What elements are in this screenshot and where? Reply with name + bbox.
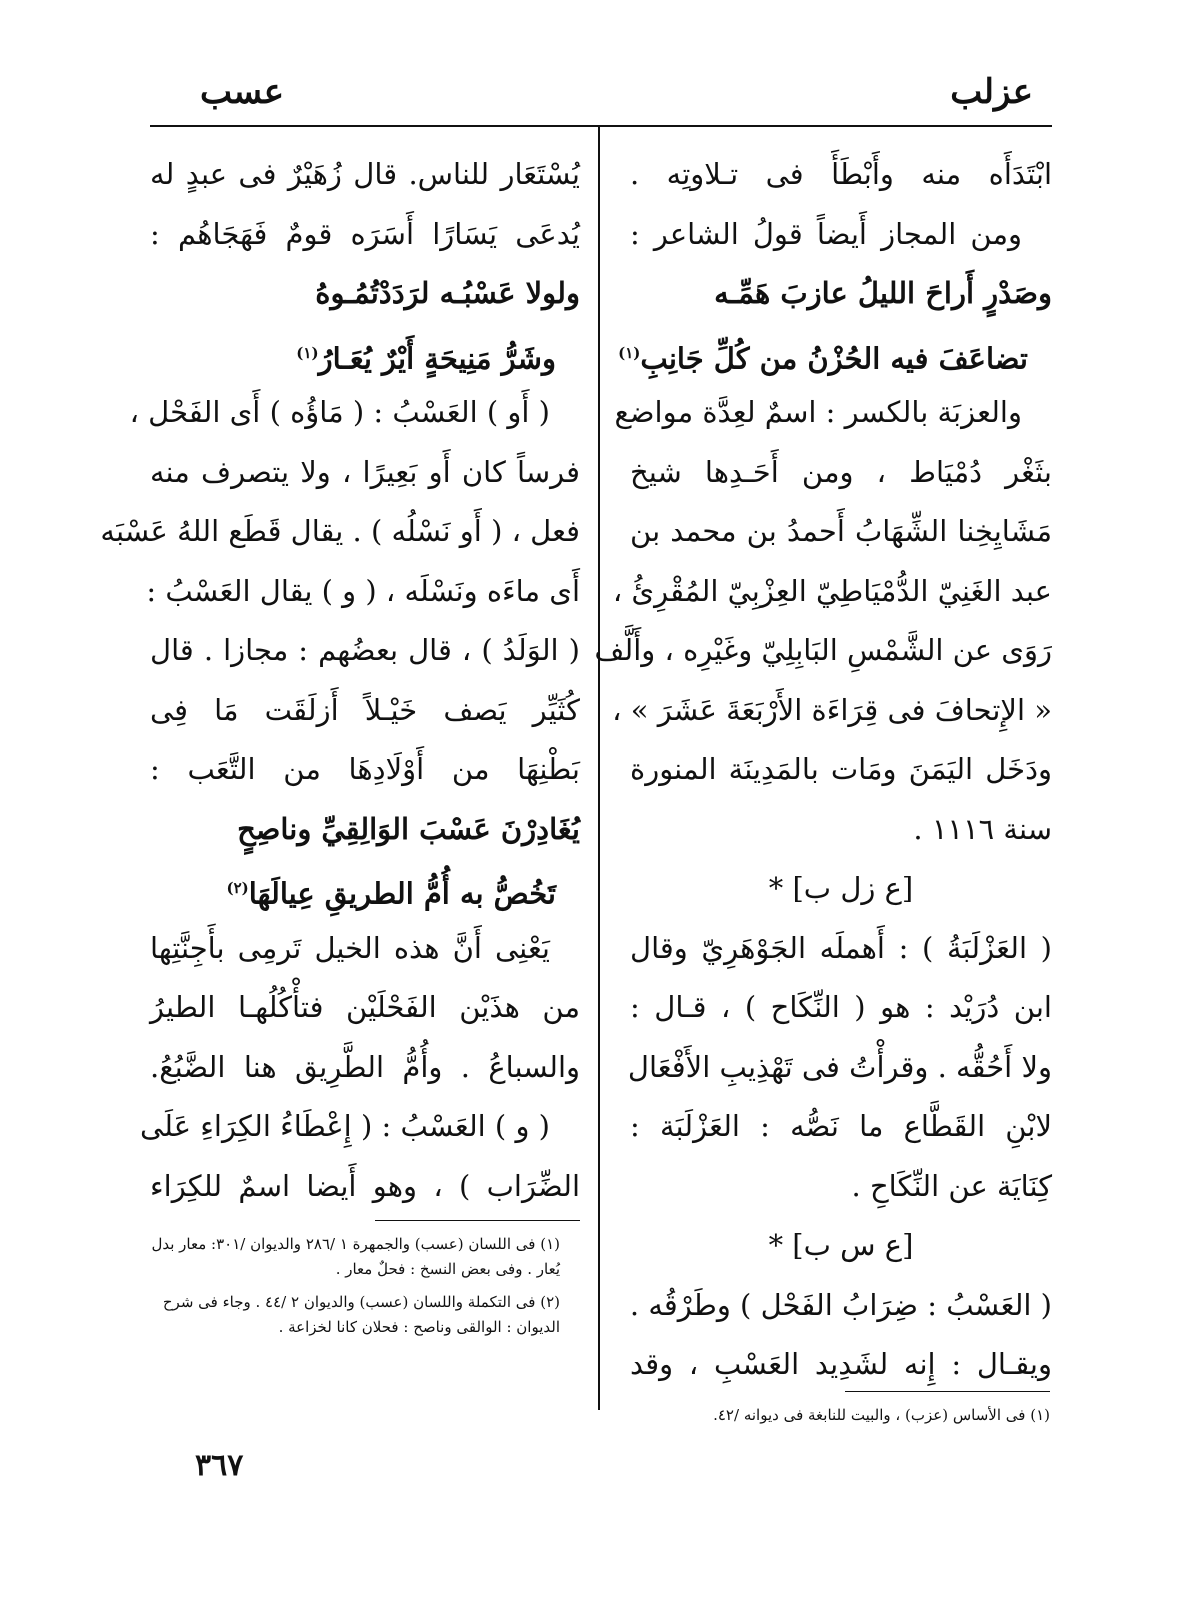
verse-text: تضاعَفَ فيه الحُزْنُ من كُلِّ جَانِبِ bbox=[640, 341, 1028, 376]
column-divider bbox=[598, 125, 600, 1410]
verse-text: تَخُصُّ به أُمُّ الطريقِ عِيالَهَا bbox=[248, 876, 556, 911]
text-line: كِنَايَة عن النِّكَاحِ . bbox=[851, 1168, 1052, 1203]
text-line: الضِّرَاب ) ، وهو أَيضا اسمٌ للكِرَاء bbox=[150, 1168, 580, 1203]
text-line: ولا أَحُقُّه . وقرأْتُ فى تَهْذِيبِ الأَفْعَال bbox=[627, 1049, 1052, 1084]
text-line: ( أَو ) العَسْبُ : ( مَاؤُه ) أَى الفَحْل ، bbox=[129, 395, 550, 429]
text-line: بَطْنِهَا من أَوْلَادِهَا من التَّعَب : bbox=[150, 752, 580, 786]
text-line: ومن المجاز أَيضاً قولُ الشاعر : bbox=[630, 216, 1022, 251]
footnote-marker: (١) bbox=[618, 343, 641, 362]
text-line: من هذَيْن الفَحْلَيْن فتأْكُلُهـا الطيرُ bbox=[150, 990, 580, 1024]
header-entry-left: عسب bbox=[200, 72, 285, 112]
text-line: سنة ١١١٦ . bbox=[913, 811, 1052, 846]
verse-line bbox=[150, 859, 580, 919]
entry-heading: [ع زل ب] * bbox=[768, 871, 914, 905]
text-line: ( الوَلَدُ ) ، قال بعضُهم : مجازا . قال bbox=[150, 633, 580, 667]
text-line: كُثَيِّر يَصف خَيْـلاً أَزلَقَت مَا فِى bbox=[150, 692, 580, 727]
footnote: (١) فى اللسان (عسب) والجمهرة ١ /٢٨٦ والديوان /٣٠١: معار بدل يُعار . وفى بعض النسخ : فحلٌ معار . bbox=[151, 1235, 560, 1278]
page-number: ٣٦٧ bbox=[195, 1448, 244, 1483]
left-footnotes bbox=[150, 1232, 560, 1348]
footnote: (١) فى الأساس (عزب) ، والبيت للنابغة فى ديوانه /٤٢. bbox=[713, 1406, 1050, 1424]
verse-line bbox=[618, 324, 1052, 384]
text-line: أَى ماءَه ونَسْلَه ، ( و ) يقال العَسْبُ : bbox=[146, 573, 580, 608]
right-column bbox=[594, 145, 1052, 1395]
right-footnotes bbox=[630, 1403, 1050, 1436]
footnote: (٢) فى التكملة واللسان (عسب) والديوان ٢ /٤٤ . وجاء فى شرح الديوان : الوالقى وناصح : فحلان كانا لخزاعة . bbox=[162, 1293, 560, 1336]
text-line: ويقـال : إِنه لشَدِيد العَسْبِ ، وقد bbox=[630, 1347, 1052, 1381]
verse-line: يُغَادِرْنَ عَسْبَ الوَالِقِيِّ وناصِحٍ bbox=[237, 811, 580, 846]
header-entry-right: عزلب bbox=[950, 72, 1033, 112]
left-column bbox=[100, 145, 580, 1216]
verse-line bbox=[150, 324, 580, 384]
verse-line: ولولا عَسْبُـه لرَدَدْتُمُـوهُ bbox=[315, 276, 580, 310]
footnote-marker: (١) bbox=[296, 343, 319, 362]
text-line: والعزبَة بالكسر : اسمٌ لعِدَّة مواضع bbox=[614, 395, 1022, 429]
header-rule bbox=[150, 125, 1052, 127]
text-line: فعل ، ( أَو نَسْلُه ) . يقال قَطَع اللهُ عَسْبَه bbox=[100, 514, 580, 548]
text-line: فرساً كان أَو بَعِيرًا ، ولا يتصرف منه bbox=[150, 454, 580, 489]
footnote-marker: (٢) bbox=[226, 879, 249, 897]
text-line: ابْتَدَأَه منه وأَبْطَأَ فى تـلاوتِه . bbox=[630, 157, 1052, 191]
footnote-rule bbox=[845, 1391, 1050, 1392]
text-line: « الإِتحافَ فى قِرَاءَة الأَرْبَعَةَ عَشَرَ » ، bbox=[612, 692, 1052, 727]
text-line: ودَخَل اليَمَنَ ومَات بالمَدِينَة المنورة bbox=[630, 752, 1052, 786]
text-line: يُسْتَعَار للناس. قال زُهَيْرٌ فى عبدٍ له bbox=[150, 157, 580, 191]
verse-text: وشَرُّ مَنِيحَةٍ أَيْرٌ يُعَـارُ bbox=[318, 341, 556, 376]
text-line: ( و ) العَسْبُ : ( إِعْطَاءُ الكِرَاءِ عَلَى bbox=[140, 1109, 550, 1143]
text-line: مَشَايِخِنا الشِّهَابُ أَحمدُ بن محمد بن bbox=[630, 514, 1052, 548]
verse-line: وصَدْرٍ أَراحَ الليلُ عازبَ هَمِّـه bbox=[714, 276, 1052, 310]
text-line: عبد الغَنِيّ الدُّمْيَاطِيّ العِزْبِيّ المُقْرِئُ ، bbox=[612, 573, 1052, 608]
text-line: رَوَى عن الشَّمْسِ البَابِلِيّ وغَيْرِه ، وأَلَّف bbox=[594, 633, 1052, 667]
text-line: بثَغْر دُمْيَاط ، ومن أَحَـدِها شيخ bbox=[630, 454, 1052, 489]
entry-heading: [ع س ب] * bbox=[768, 1228, 914, 1262]
text-line: ( العَسْبُ : ضِرَابُ الفَحْل ) وطَرْقُه . bbox=[629, 1287, 1052, 1322]
text-line: ( العَزْلَبَةُ ) : أَهملَه الجَوْهَرِيّ وقال bbox=[630, 930, 1052, 965]
text-line: ابن دُرَيْد : هو ( النِّكَاح ) ، قـال : bbox=[630, 990, 1052, 1024]
text-line: والسباعُ . وأُمُّ الطَّرِيق هنا الضَّبُعُ. bbox=[150, 1049, 580, 1084]
text-line: يُدعَى يَسَارًا أَسَرَه قومٌ فَهَجَاهُم : bbox=[150, 216, 580, 251]
text-line: لابْنِ القَطَّاع ما نَصُّه : العَزْلَبَة : bbox=[630, 1109, 1052, 1143]
text-line: يَعْنِى أَنَّ هذه الخيل تَرمِى بأَجِنَّتِها bbox=[150, 930, 550, 965]
footnote-rule bbox=[375, 1220, 580, 1221]
